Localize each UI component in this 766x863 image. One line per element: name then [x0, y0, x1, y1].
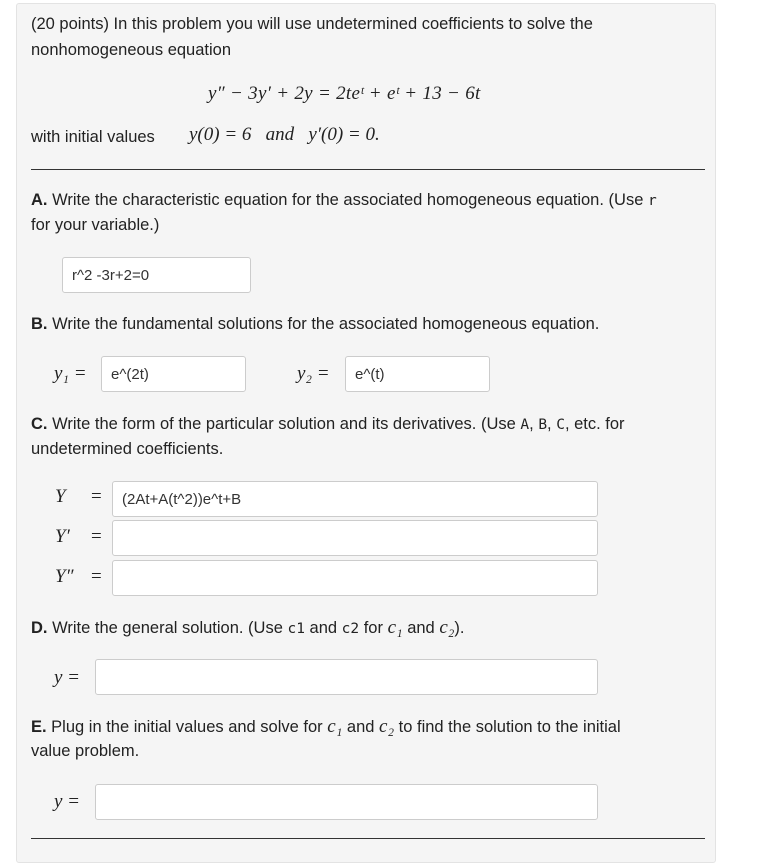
- part-d-text: Write the general solution. (Use: [47, 619, 288, 637]
- ivp-solution-input[interactable]: [95, 784, 598, 820]
- main-equation: y″ − 3y′ + 2y = 2teᵗ + eᵗ + 13 − 6t: [208, 83, 481, 104]
- c2-math: c₂: [439, 617, 455, 638]
- part-d-and: and: [304, 619, 342, 637]
- part-b-text: Write the fundamental solutions for the associated homogeneous equation.: [47, 315, 600, 333]
- part-d-letter: D.: [31, 619, 48, 637]
- initial-values: y(0) = 6 and y′(0) = 0.: [189, 124, 380, 145]
- intro-line-2: nonhomogeneous equation: [31, 41, 232, 59]
- coef-a: A: [520, 417, 530, 433]
- part-a-prompt: [31, 188, 657, 214]
- part-d-prompt: [31, 615, 464, 642]
- part-c-letter: C.: [31, 415, 48, 433]
- c1-code: c1: [287, 621, 305, 637]
- divider-top: [31, 169, 705, 170]
- c1-math: c₁: [387, 617, 403, 638]
- part-c-etc: , etc. for: [564, 415, 625, 433]
- part-d-and-2: and: [402, 619, 440, 637]
- y2-input[interactable]: e^(t): [345, 356, 490, 392]
- part-a-var: r: [647, 193, 657, 209]
- Y-input[interactable]: (2At+A(t^2))e^t+B: [112, 481, 598, 517]
- part-e-and: and: [342, 718, 380, 736]
- c2-math-e: c₂: [379, 716, 395, 737]
- part-c-prompt: C. Write the form of the particular solution and its derivatives. (Use A, B, C, etc. for: [31, 415, 625, 433]
- part-a-letter: A.: [31, 191, 48, 209]
- intro-line-1: (20 points) In this problem you will use undetermined coefficients to solve the: [31, 15, 593, 33]
- part-a-prompt-2: for your variable.): [31, 216, 160, 234]
- ivp-solution-label: y =: [54, 791, 81, 812]
- part-e-prompt-2: value problem.: [31, 742, 140, 760]
- part-e-letter: E.: [31, 718, 47, 736]
- divider-bottom: [31, 838, 705, 839]
- Ypp-input[interactable]: [112, 560, 598, 596]
- part-e-text-2: to find the solution to the initial: [394, 718, 621, 736]
- coef-c: C: [556, 417, 565, 433]
- Yp-equals: =: [91, 526, 102, 547]
- part-c-prompt-2: undetermined coefficients.: [31, 440, 224, 458]
- characteristic-equation-input[interactable]: r^2 -3r+2=0: [62, 257, 251, 293]
- Y-label: Y: [55, 486, 66, 507]
- initial-values-label: with initial values: [31, 128, 155, 146]
- part-b-prompt: [31, 312, 599, 337]
- part-d-end: ).: [454, 619, 465, 637]
- part-d-for: for: [359, 619, 388, 637]
- c1-math-e: c₁: [327, 716, 343, 737]
- part-e-text: Plug in the initial values and solve for: [46, 718, 328, 736]
- y1-input[interactable]: e^(2t): [101, 356, 246, 392]
- Ypp-label: Y″: [55, 566, 74, 587]
- part-e-prompt: [31, 714, 621, 740]
- Yp-input[interactable]: [112, 520, 598, 556]
- general-solution-label: y =: [54, 667, 81, 688]
- part-c-text: Write the form of the particular solution and its derivatives. (Use: [47, 415, 521, 433]
- y1-label: y₁ =: [54, 363, 87, 384]
- Yp-label: Y′: [55, 526, 70, 547]
- Ypp-equals: =: [91, 566, 102, 587]
- general-solution-input[interactable]: [95, 659, 598, 695]
- Y-equals: =: [91, 486, 102, 507]
- y2-label: y₂ =: [297, 363, 330, 384]
- c2-code: c2: [341, 621, 360, 637]
- part-a-text: Write the characteristic equation for the associated homogeneous equation. (Use: [47, 191, 648, 209]
- part-b-letter: B.: [31, 315, 48, 333]
- coef-b: B: [538, 417, 548, 433]
